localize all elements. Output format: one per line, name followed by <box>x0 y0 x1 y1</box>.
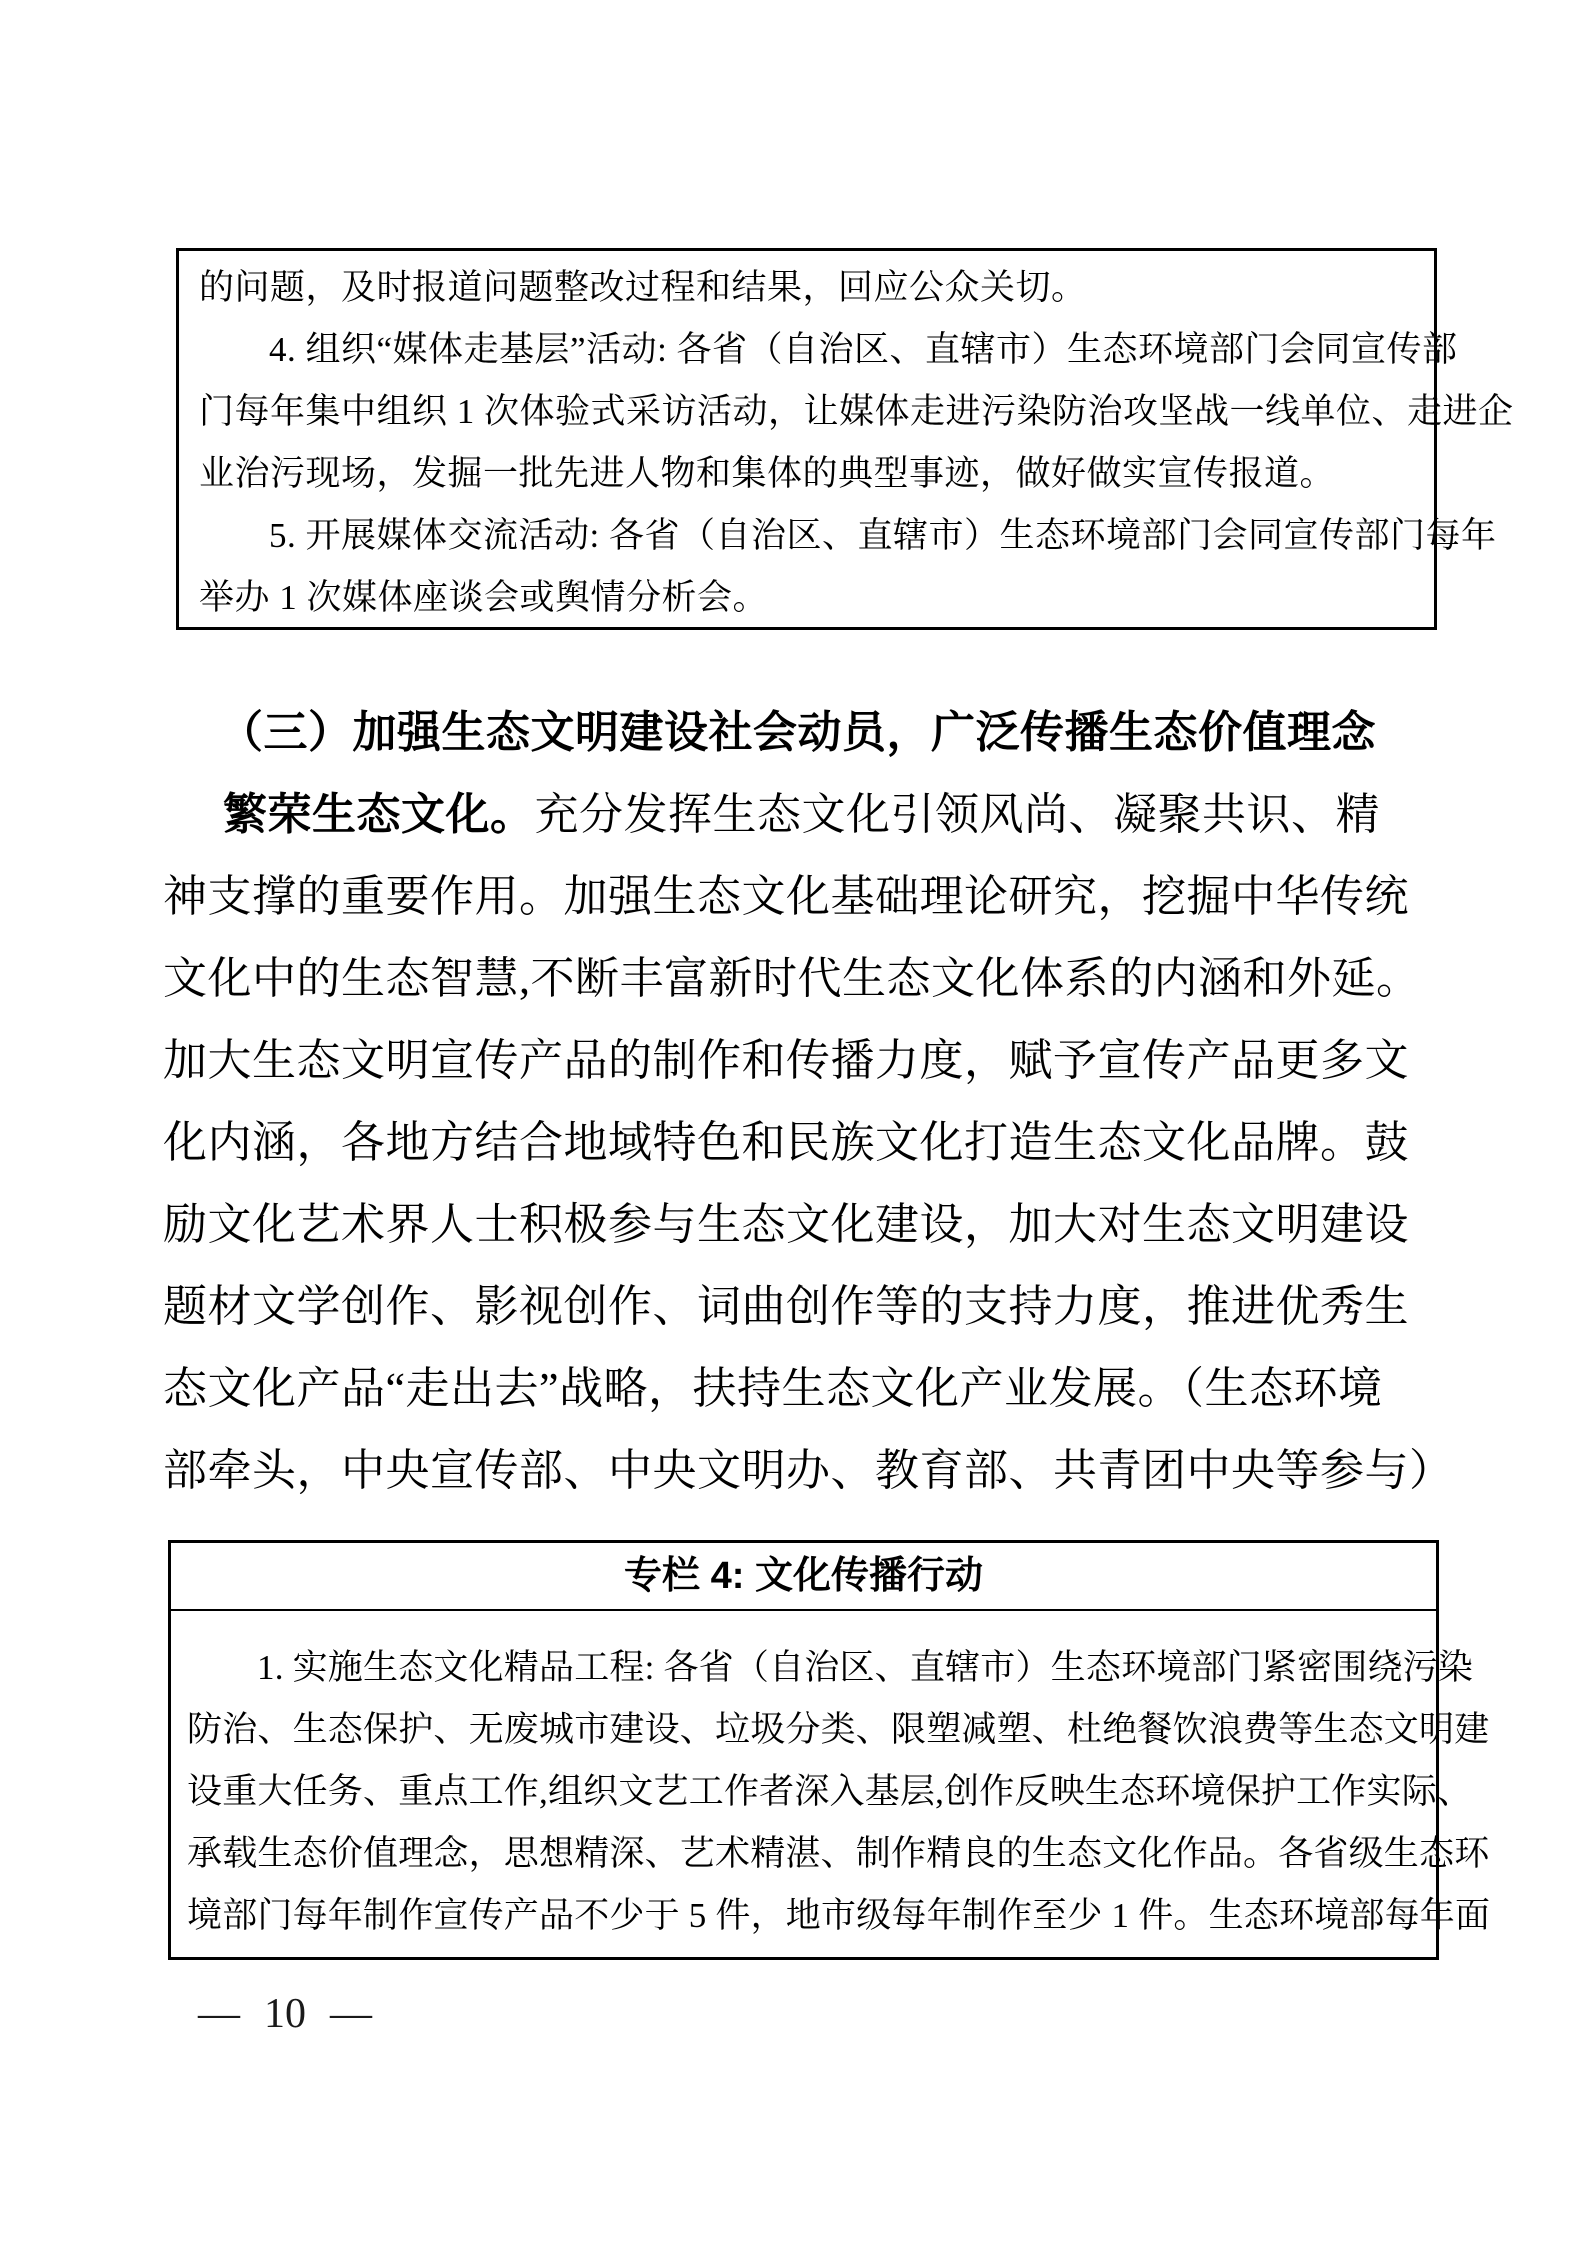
text-line: 加大生态文明宣传产品的制作和传播力度，赋予宣传产品更多文 <box>163 1036 1409 1085</box>
column-box-body <box>171 1611 1491 1947</box>
text-line: 化内涵，各地方结合地域特色和民族文化打造生态文化品牌。鼓 <box>163 1118 1409 1167</box>
section-paragraph <box>163 692 1453 1512</box>
text-line: 题材文学创作、影视创作、词曲创作等的支持力度，推进优秀生 <box>163 1282 1409 1331</box>
heading-rest-part: 充分发挥生态文化引领风尚、凝聚共识、精 <box>534 790 1380 839</box>
text-line: 1. 实施生态文化精品工程: 各省（自治区、直辖市）生态环境部门紧密围绕污染 <box>257 1648 1474 1687</box>
text-line: 4. 组织“媒体走基层”活动: 各省（自治区、直辖市）生态环境部门会同宣传部 <box>269 330 1458 369</box>
footer-dash-right: — <box>330 1991 372 2037</box>
page-footer <box>198 1990 396 2038</box>
text-line: 5. 开展媒体交流活动: 各省（自治区、直辖市）生态环境部门会同宣传部门每年 <box>269 516 1497 555</box>
text-line: 励文化艺术界人士积极参与生态文化建设，加大对生态文明建设 <box>163 1200 1409 1249</box>
text-line: 部牵头，中央宣传部、中央文明办、教育部、共青团中央等参与） <box>163 1446 1454 1495</box>
text-line: 举办 1 次媒体座谈会或舆情分析会。 <box>199 578 769 617</box>
column-box-culture-action <box>168 1540 1491 1960</box>
text-line: 防治、生态保护、无废城市建设、垃圾分类、限塑减塑、杜绝餐饮浪费等生态文明建 <box>187 1710 1490 1749</box>
text-line: 设重大任务、重点工作,组织文艺工作者深入基层,创作反映生态环境保护工作实际、 <box>187 1772 1473 1811</box>
column-box-title: 专栏 4: 文化传播行动 <box>171 1543 1436 1611</box>
page-number: 10 <box>264 1991 306 2037</box>
section-heading-line: （三）加强生态文明建设社会动员，广泛传播生态价值理念 <box>219 708 1376 757</box>
text-line: 承载生态价值理念，思想精深、艺术精湛、制作精良的生态文化作品。各省级生态环 <box>187 1834 1490 1873</box>
text-line: 境部门每年制作宣传产品不少于 5 件，地市级每年制作至少 1 件。生态环境部每年面 <box>187 1896 1491 1935</box>
text-line: 神支撑的重要作用。加强生态文化基础理论研究，挖掘中华传统 <box>163 872 1409 921</box>
section-heading-line <box>163 774 1453 856</box>
text-line: 的问题，及时报道问题整改过程和结果，回应公众关切。 <box>199 268 1087 307</box>
text-line: 门每年集中组织 1 次体验式采访活动，让媒体走进污染防治攻坚战一线单位、走进企 <box>199 392 1514 431</box>
heading-bold-part: 繁荣生态文化。 <box>223 790 535 839</box>
text-line: 态文化产品“走出去”战略，扶持生态文化产业发展。（生态环境 <box>163 1364 1383 1413</box>
text-line: 文化中的生态智慧,不断丰富新时代生态文化体系的内涵和外延。 <box>163 954 1421 1003</box>
text-line: 业治污现场，发掘一批先进人物和集体的典型事迹，做好做实宣传报道。 <box>199 454 1336 493</box>
column-box-media-actions <box>176 248 1514 630</box>
footer-dash-left: — <box>198 1991 240 2037</box>
